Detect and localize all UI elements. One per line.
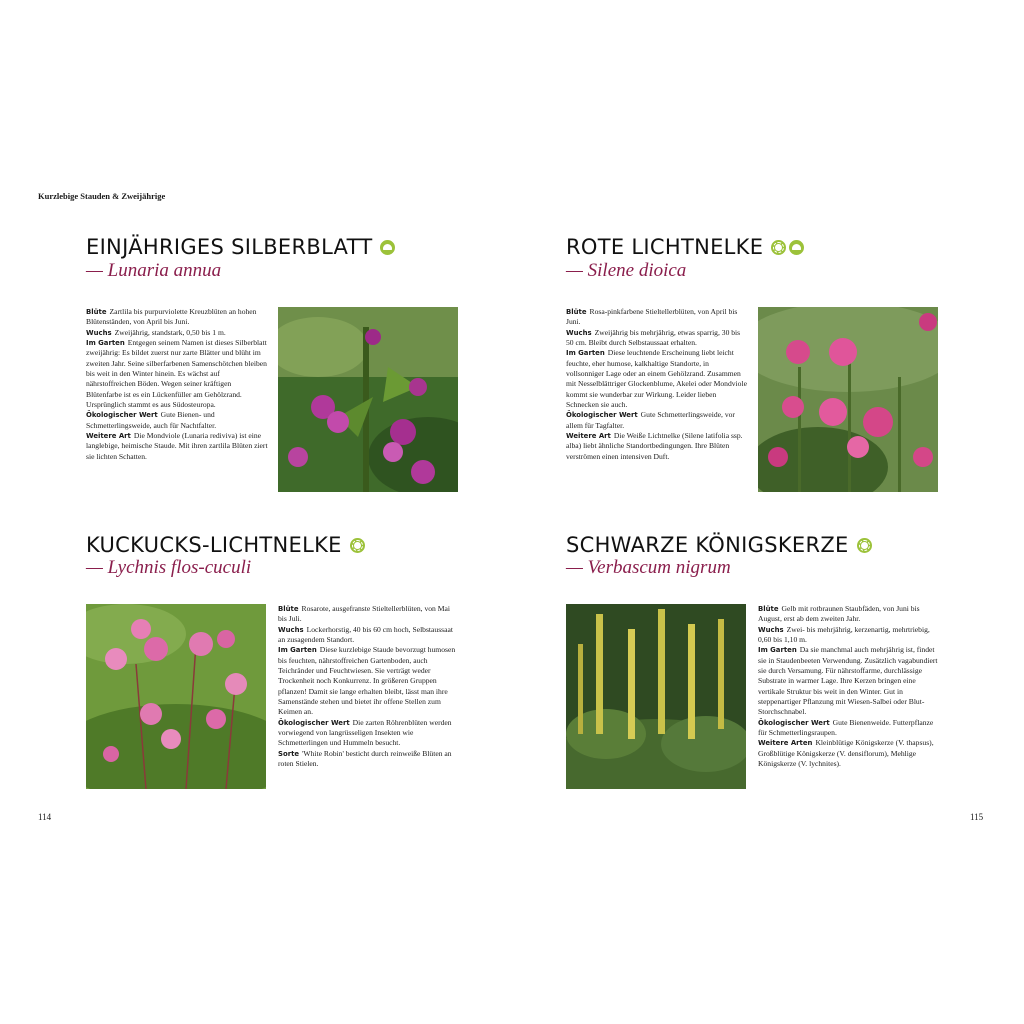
section-label: Weitere Arten <box>758 739 813 748</box>
section-text: Rosarote, ausgefranste Stieltellerblüten, von Mai bis Juli. <box>278 604 450 624</box>
sun-icon <box>857 538 872 553</box>
plant-photo <box>278 307 458 492</box>
entry-section <box>278 645 460 717</box>
section-text: Gute Schmetterlingsweide, vor allem für Tagfalter. <box>566 410 735 430</box>
section-label: Weitere Art <box>566 432 611 441</box>
section-text: Zweijährig, standstark, 0,50 bis 1 m. <box>114 327 226 337</box>
page-number-right: 115 <box>970 812 984 822</box>
section-label: Sorte <box>278 749 300 758</box>
entry-section <box>86 431 268 462</box>
entry-section <box>278 604 460 625</box>
section-label: Blüte <box>278 605 299 613</box>
entry-section <box>566 348 748 410</box>
section-label: Weitere Art <box>86 432 131 441</box>
entry-latin-name: — Verbascum nigrum <box>566 557 731 578</box>
sun-icon <box>350 538 365 553</box>
section-label: Wuchs <box>758 625 784 634</box>
entry-title-text: ROTE LICHTNELKE <box>566 235 764 259</box>
section-text: Lockerhorstig, 40 bis 60 cm hoch, Selbstaussaat an zusagendem Standort. <box>278 624 453 645</box>
section-text: Entgegen seinem Namen ist dieses Silberblatt zweijährig: Es bildet zuerst nur zarte Blätter und blüht im zweiten Jahr. Seine silberfarbenen Samenschötchen bleiben bis weit in den Winter hinein. Es wächst auf nährstoffreichen Böden. Wegen seiner kräftigen Blütenfarbe ist es ein Lückenfüller am Gehölzrand. Ursprünglich stammt es aus Südosteuropa. <box>86 338 267 410</box>
section-label: Im Garten <box>566 349 605 358</box>
entry-section <box>86 307 268 328</box>
page-number-left: 114 <box>38 812 52 822</box>
plant-photo <box>86 604 266 789</box>
section-label: Im Garten <box>86 339 125 348</box>
entry-title <box>566 533 872 557</box>
section-label: Wuchs <box>278 625 304 634</box>
section-label: Ökologischer Wert <box>566 411 638 420</box>
section-text: Zweijährig bis mehrjährig, etwas sparrig, 30 bis 50 cm. Bleibt durch Selbstaussaat erhalten. <box>566 327 741 348</box>
entry-section <box>86 410 268 431</box>
running-head: Kurzlebige Stauden & Zweijährige <box>38 191 166 201</box>
section-text: Die zarten Röhrenblüten werden vorwiegend von langrüsseligen Insekten wie Schmetterlingen und Hummeln besucht. <box>278 717 452 748</box>
plant-photo <box>758 307 938 492</box>
entry-body <box>758 604 940 770</box>
entry-section <box>278 749 460 770</box>
section-text: 'White Robin' besticht durch reinweiße Blüten an roten Stielen. <box>278 748 452 769</box>
entry-title-text: SCHWARZE KÖNIGSKERZE <box>566 533 849 557</box>
entry-title <box>86 533 365 557</box>
section-label: Ökologischer Wert <box>758 718 830 727</box>
entry-body <box>566 307 748 462</box>
entry-section <box>566 431 748 462</box>
entry-latin-name: — Lunaria annua <box>86 260 222 281</box>
section-text: Kleinblütige Königskerze (V. thapsus), Großblütige Königskerze (V. densiflorum), Mehlige Königskerze (V. lychnites). <box>758 738 934 769</box>
entry-title-text: KUCKUCKS-LICHTNELKE <box>86 533 342 557</box>
section-label: Im Garten <box>278 646 317 655</box>
entry-latin-name: — Silene dioica <box>566 260 687 281</box>
entry-title <box>86 235 395 259</box>
section-text: Gute Bienenweide. Futterpflanze für Schmetterlingsraupen. <box>758 717 934 738</box>
entry-section <box>758 604 940 625</box>
section-label: Blüte <box>566 308 587 316</box>
section-text: Da sie manchmal auch mehrjährig ist, findet sie in Staudenbeeten Verwendung. Zusätzlich vagabundiert sie durch Versamung. Für nährstoffarme, durchlässige Substrate in warmer Lage. Ihre Kerzen bringen eine vertikale Struktur bis weit in den Winter. Gut in steppenartiger Pflanzung mit Wiesen-Salbei oder Blut-Storchschnabel. <box>758 645 938 717</box>
section-label: Blüte <box>86 308 107 316</box>
entry-section <box>758 645 940 717</box>
sun-icon <box>771 240 786 255</box>
entry-section <box>278 625 460 646</box>
section-text: Diese leuchtende Erscheinung liebt leicht feuchte, eher humose, kalkhaltige Standorte, in vollsonniger Lage oder an einem Gehölzrand. Zusammen mit Nesselblättriger Glockenblume, Akelei oder Mondviole kommt sie wunderbar zur Wirkung. Leider lieben Schnecken sie auch. <box>566 348 747 410</box>
section-text: Gelb mit rotbraunen Staubfäden, von Juni bis August, erst ab dem zweiten Jahr. <box>758 604 920 624</box>
section-label: Ökologischer Wert <box>278 718 350 727</box>
entry-title <box>566 235 804 259</box>
section-text: Zwei- bis mehrjährig, kerzenartig, mehrtriebig, 0,60 bis 1,10 m. <box>758 624 930 645</box>
entry-section <box>86 328 268 338</box>
entry-section <box>566 328 748 349</box>
entry-latin-name: — Lychnis flos-cuculi <box>86 557 252 578</box>
half-shade-icon <box>789 240 804 255</box>
section-text: Rosa-pinkfarbene Stieltellerblüten, von April bis Juni. <box>566 307 738 327</box>
section-label: Wuchs <box>86 328 112 337</box>
entry-section <box>86 338 268 410</box>
section-text: Zartlila bis purpurviolette Kreuzblüten an hohen Blütenständen, von April bis Juni. <box>86 307 257 327</box>
entry-title-text: EINJÄHRIGES SILBERBLATT <box>86 235 373 259</box>
section-label: Im Garten <box>758 646 797 655</box>
entry-section <box>278 718 460 749</box>
entry-body <box>278 604 460 770</box>
entry-section <box>758 718 940 739</box>
entry-section <box>566 307 748 328</box>
section-label: Wuchs <box>566 328 592 337</box>
entry-body <box>86 307 268 462</box>
section-text: Diese kurzlebige Staude bevorzugt humosen bis feuchten, nährstoffreichen Gartenboden, auch Teichränder und Feuchtwiesen. Sie verträgt weder Trockenheit noch Konkurrenz. In größeren Gruppen pflanzen! Damit sie lange erhalten bleibt, lässt man ihre Samenstände stehen und bietet ihr offene Stellen zum Keimen an. <box>278 645 456 717</box>
half-shade-icon <box>380 240 395 255</box>
section-label: Blüte <box>758 605 779 613</box>
section-text: Gute Bienen- und Schmetterlingsweide, auch für Nachtfalter. <box>86 410 217 430</box>
plant-photo <box>566 604 746 789</box>
section-label: Ökologischer Wert <box>86 411 158 420</box>
entry-section <box>566 410 748 431</box>
section-text: Die Weiße Lichtnelke (Silene latifolia ssp. alba) liebt ähnliche Standortbedingungen. Ihre Blüten verströmen einen intensiven Duft. <box>566 431 743 461</box>
entry-section <box>758 738 940 769</box>
entry-section <box>758 625 940 646</box>
section-text: Die Mondviole (Lunaria rediviva) ist eine langlebige, heimische Staude. Mit ihren zartlila Blüten ziert sie lichten Schatten. <box>86 431 268 461</box>
